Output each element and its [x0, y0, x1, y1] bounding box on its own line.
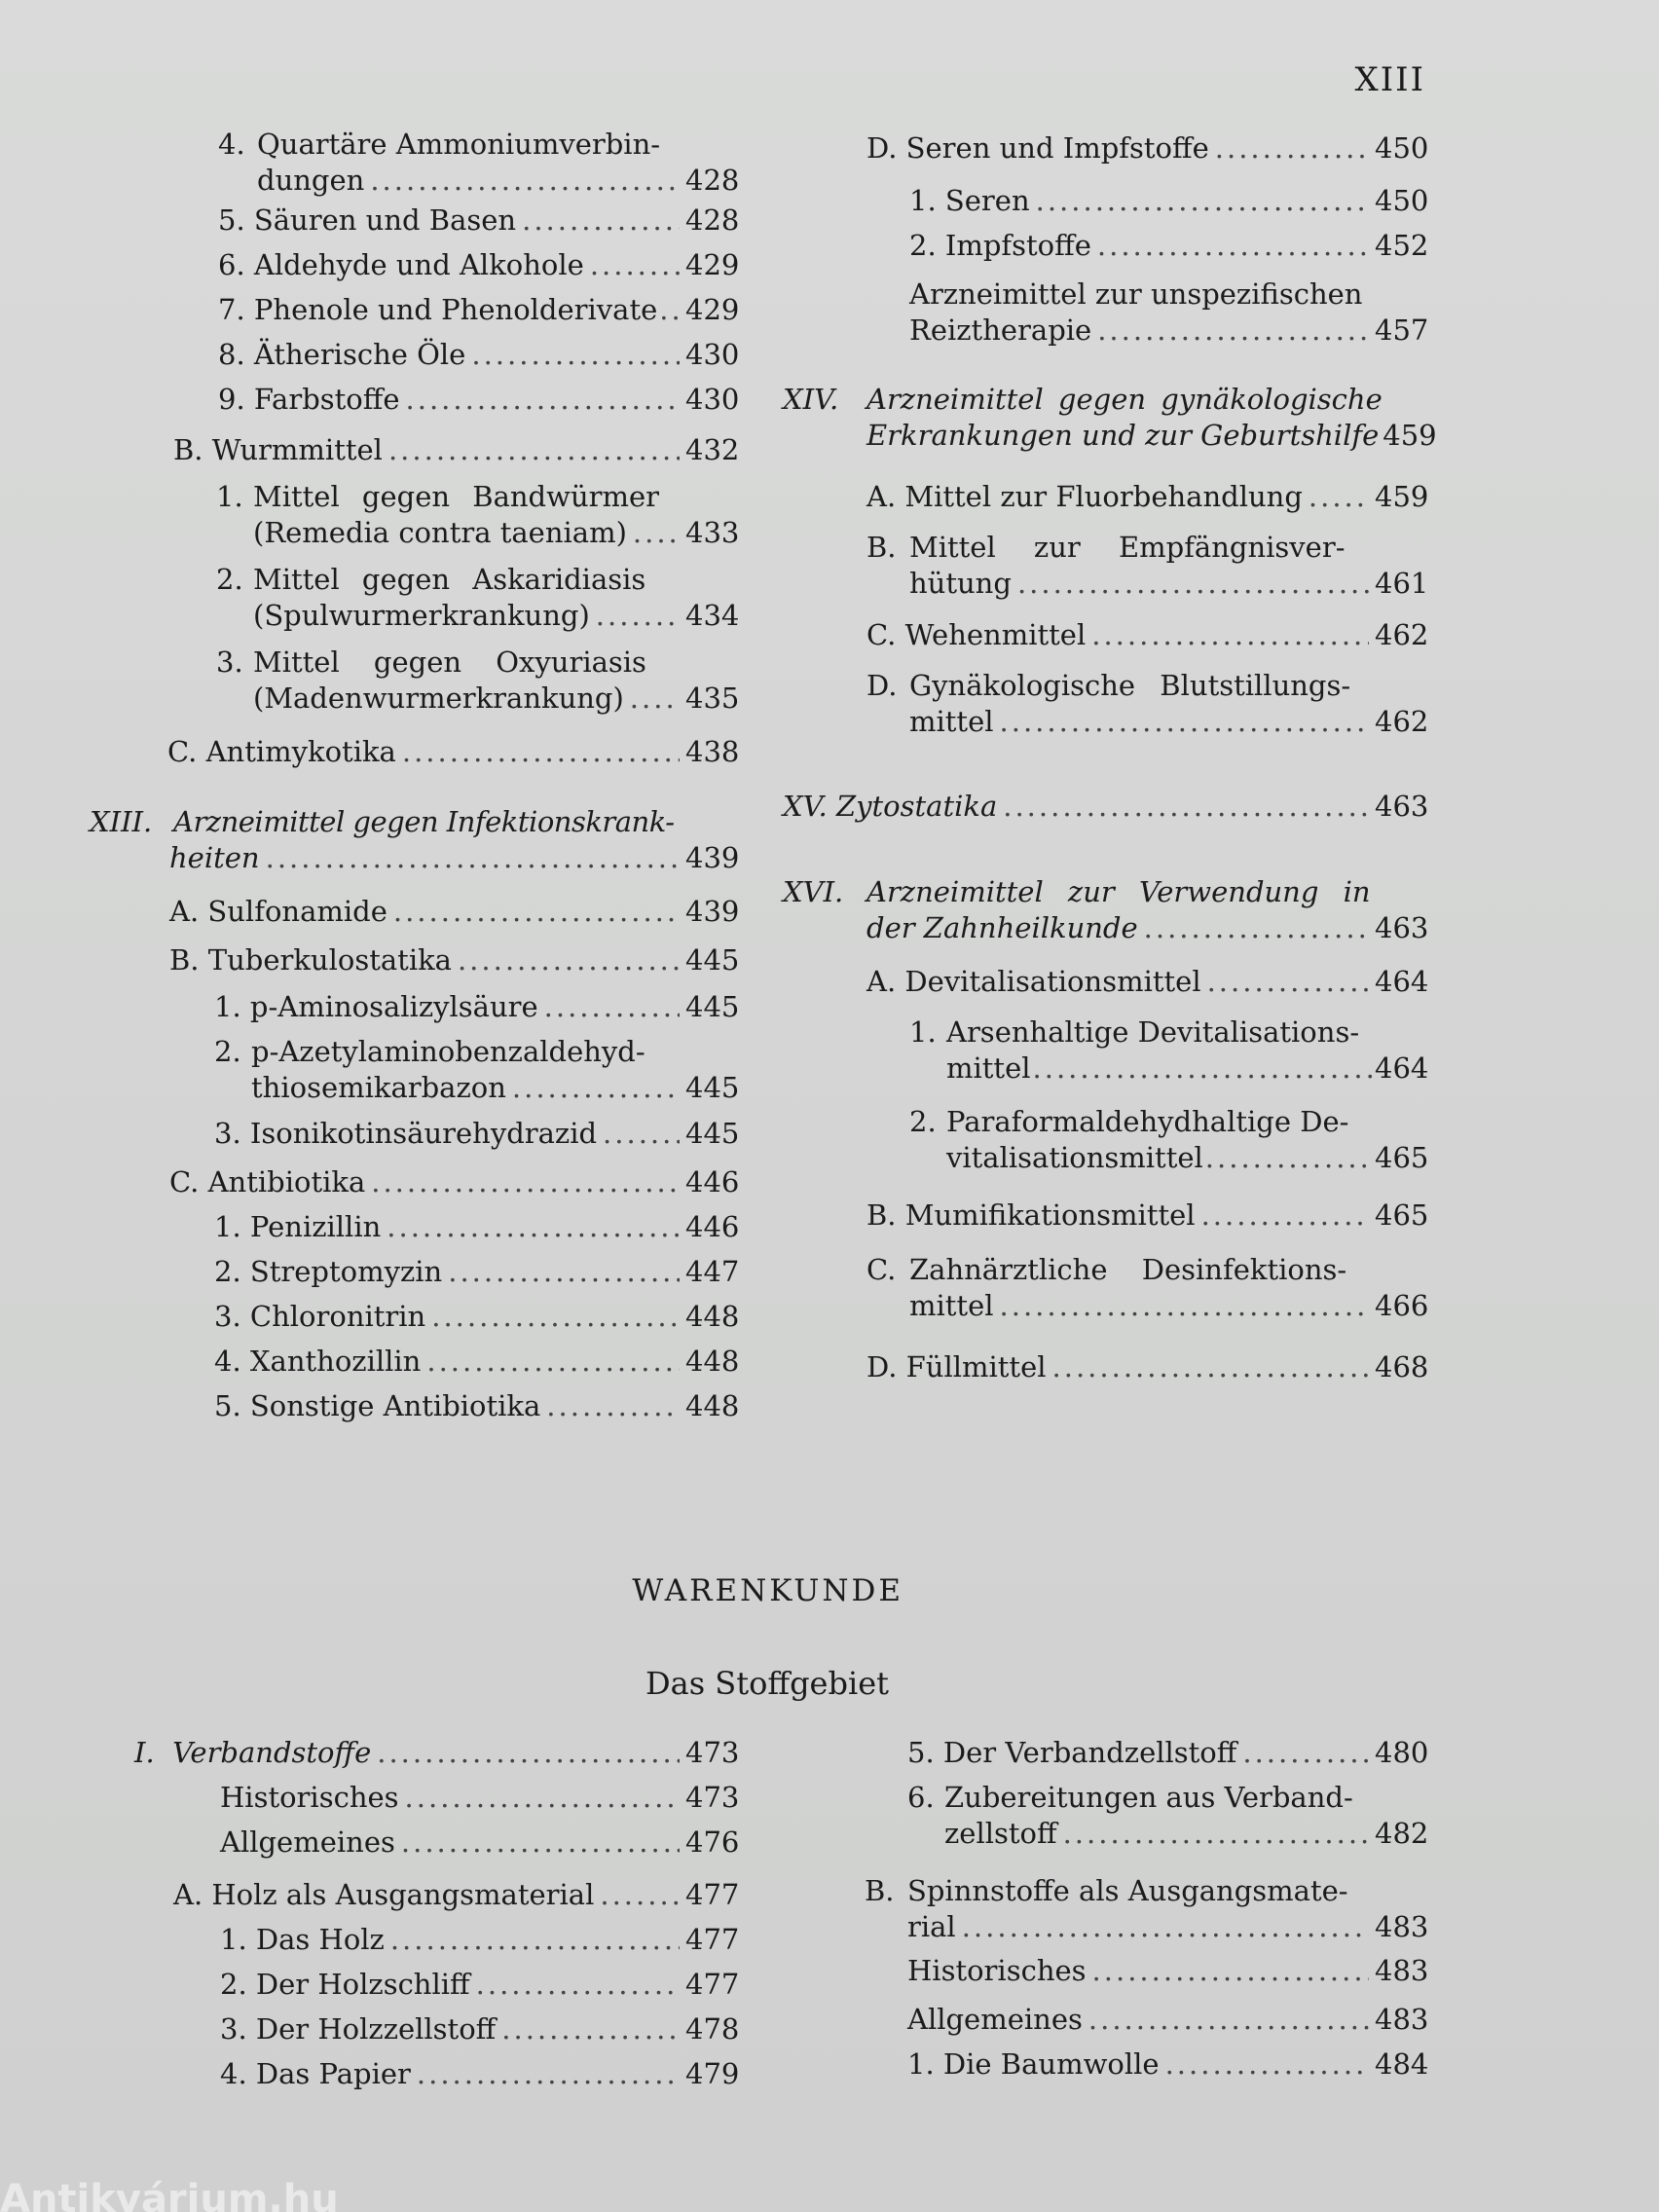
entry-number: 2.: [909, 229, 937, 262]
toc-entry: [783, 2002, 1429, 2046]
page-ref: 428: [685, 164, 740, 197]
entry-title: p-Azetylaminobenzaldehyd-: [251, 1035, 645, 1068]
entry-title: Seren: [944, 184, 1030, 217]
entry-number: 4.: [214, 1345, 241, 1378]
entry-number: 9.: [218, 383, 245, 416]
entry-number: 4.: [218, 128, 245, 161]
page-ref: 450: [1375, 184, 1429, 217]
entry-title: Das Papier: [255, 2057, 411, 2090]
entry-number: D.: [866, 669, 898, 702]
toc-entry: [90, 1922, 740, 1967]
entry-title-cont: dungen: [257, 164, 365, 197]
entry-number: 8.: [218, 338, 245, 371]
entry-title-cont: zellstoff: [944, 1817, 1057, 1850]
toc-entry: [783, 530, 1429, 617]
entry-title: Aldehyde und Alkohole: [253, 248, 584, 281]
entry-number: B.: [866, 531, 897, 564]
entry-title: Zubereitungen aus Verband-: [944, 1781, 1353, 1814]
toc-entry: [783, 276, 1429, 382]
chapter-title: Arzneimittel zur Verwendung in: [866, 875, 1371, 908]
toc-entry: [783, 228, 1429, 276]
entry-title: Gynäkologische Blutstillungs-: [909, 669, 1351, 702]
entry-number: B.: [866, 1198, 897, 1232]
entry-number: 6.: [907, 1781, 935, 1814]
page-ref: 459: [1375, 480, 1429, 513]
toc-entry: [783, 1104, 1429, 1198]
toc-entry: [90, 2011, 740, 2056]
page-ref: 465: [1375, 1141, 1429, 1174]
toc-entry-chapter: [783, 874, 1429, 964]
toc-entry: [783, 1953, 1429, 2002]
entry-number: 1.: [216, 480, 243, 513]
entry-number: 2.: [214, 1035, 241, 1068]
page-ref: 457: [1375, 313, 1429, 347]
entry-number: 2.: [220, 1968, 247, 2001]
entry-number: D.: [866, 1350, 898, 1383]
entry-number: A.: [866, 480, 897, 513]
entry-number: 5.: [214, 1389, 241, 1422]
entry-number: C.: [866, 618, 897, 651]
entry-number: 5.: [218, 203, 245, 237]
toc-entry: [90, 432, 740, 479]
page-ref: 430: [685, 383, 740, 416]
entry-title: Farbstoffe: [253, 383, 400, 416]
toc-entry-chapter: [783, 382, 1437, 479]
entry-number: 2.: [216, 563, 243, 596]
entry-number: A.: [173, 1878, 203, 1911]
entry-number: 1.: [214, 990, 241, 1023]
toc-entry: [90, 127, 740, 203]
toc-entry: [90, 562, 740, 645]
entry-number: 6.: [218, 248, 245, 281]
entry-title: Devitalisationsmittel: [904, 965, 1201, 998]
entry-title: Antibiotika: [207, 1165, 366, 1198]
entry-title: Zahnärztliche Desinfektions-: [909, 1253, 1347, 1286]
page-ref: 466: [1375, 1289, 1429, 1322]
toc-entry: [783, 1873, 1429, 1953]
watermark: Antikvárium.hu: [0, 2177, 339, 2212]
entry-title-cont: mittel: [909, 1289, 994, 1322]
page-ref: 446: [685, 1210, 740, 1243]
entry-title: Mittel zur Empfängnisver-: [909, 531, 1346, 564]
toc-entry: [90, 1116, 740, 1164]
entry-number: D.: [866, 131, 898, 165]
entry-title: Allgemeines: [907, 2003, 1083, 2036]
page-ref: 482: [1375, 1817, 1429, 1850]
entry-title: Mittel zur Fluorbehandlung: [904, 480, 1303, 513]
toc-left-bottom-column: [90, 1735, 740, 2101]
page-ref: 478: [685, 2012, 740, 2046]
entry-number: 2.: [214, 1255, 241, 1288]
entry-title: Sonstige Antibiotika: [249, 1389, 541, 1422]
toc-entry: [90, 247, 740, 292]
toc-entry: [90, 1254, 740, 1299]
entry-title: Holz als Ausgangsmaterial: [211, 1878, 595, 1911]
chapter-number: XIV.: [783, 383, 839, 416]
toc-entry: [90, 1877, 740, 1922]
toc-entry: [783, 130, 1429, 183]
entry-number: B.: [865, 1874, 895, 1907]
toc-entry: [90, 1209, 740, 1254]
entry-title: Der Holzzellstoff: [255, 2012, 497, 2046]
page-ref: 477: [685, 1968, 740, 2001]
entry-title: Spinnstoffe als Ausgangsmate-: [907, 1874, 1348, 1907]
toc-entry: [90, 1780, 740, 1825]
entry-title: Streptomyzin: [249, 1255, 443, 1288]
entry-number: 5.: [907, 1736, 935, 1769]
entry-number: 3.: [214, 1300, 241, 1333]
toc-entry: [783, 183, 1429, 228]
entry-number: A.: [866, 965, 897, 998]
entry-number: 1.: [907, 2047, 935, 2081]
entry-number: B.: [169, 943, 200, 977]
page-ref: 445: [685, 990, 740, 1023]
entry-title: Ätherische Öle: [253, 338, 466, 371]
entry-title: Wehenmittel: [904, 618, 1087, 651]
entry-number: 3.: [220, 2012, 247, 2046]
toc-entry: [90, 1164, 740, 1209]
toc-entry: [783, 1780, 1429, 1873]
entry-number: C.: [167, 735, 198, 768]
toc-entry: [90, 1388, 740, 1433]
entry-title: Arsenhaltige Devitalisations-: [946, 1015, 1360, 1049]
toc-entry: [90, 1967, 740, 2011]
page-ref: 450: [1375, 131, 1429, 165]
toc-entry: [783, 2046, 1429, 2091]
toc-entry: [783, 1252, 1429, 1349]
chapter-title: Verbandstoffe: [172, 1736, 372, 1769]
entry-number: C.: [866, 1253, 897, 1286]
toc-entry: [90, 1034, 740, 1116]
toc-entry-chapter: [90, 1735, 740, 1780]
page-ref: 473: [685, 1736, 740, 1769]
page-ref: 483: [1375, 1954, 1429, 1987]
entry-title-cont: Reiztherapie: [909, 313, 1092, 347]
entry-title: Der Holzschliff: [255, 1968, 470, 2001]
page-ref: 479: [685, 2057, 740, 2090]
page-ref: 445: [685, 943, 740, 977]
page-ref: 445: [685, 1117, 740, 1150]
toc-entry: [90, 645, 740, 734]
section-subtitle: Das Stoffgebiet: [645, 1665, 889, 1702]
entry-title: Antimykotika: [205, 735, 396, 768]
chapter-title: Zytostatika: [835, 790, 998, 823]
page-ref: 433: [685, 516, 740, 549]
chapter-title-cont: Erkrankungen und zur Geburtshilfe: [866, 419, 1380, 452]
chapter-title: Arzneimittel gegen gynäkologische: [866, 383, 1382, 416]
page-ref: 463: [1375, 911, 1429, 944]
toc-entry: [90, 1299, 740, 1344]
page-ref: 445: [685, 1071, 740, 1104]
page-ref: 465: [1375, 1198, 1429, 1232]
entry-title: Phenole und Phenolderivate: [253, 293, 658, 326]
entry-title-cont: thiosemikarbazon: [251, 1071, 506, 1104]
page-ref: 464: [1375, 965, 1429, 998]
page-ref: 432: [685, 433, 740, 466]
entry-number: 1.: [909, 184, 937, 217]
entry-number: C.: [169, 1165, 200, 1198]
toc-right-column: [783, 130, 1437, 1394]
toc-entry-chapter: [783, 789, 1429, 874]
entry-title: Isonikotinsäurehydrazid: [249, 1117, 598, 1150]
entry-number: 3.: [214, 1117, 241, 1150]
entry-title: Die Baumwolle: [942, 2047, 1160, 2081]
entry-title: Mittel gegen Askaridiasis: [253, 563, 646, 596]
entry-title-cont: mittel: [946, 1051, 1031, 1085]
entry-title: Mittel gegen Oxyuriasis: [253, 645, 646, 679]
toc-entry: [783, 1014, 1429, 1104]
entry-title: Paraformaldehydhaltige De-: [946, 1105, 1349, 1138]
entry-number: 3.: [216, 645, 243, 679]
entry-number: B.: [173, 433, 203, 466]
entry-title: Mumifikationsmittel: [904, 1198, 1196, 1232]
page-ref: 480: [1375, 1736, 1429, 1769]
page-ref: 428: [685, 203, 740, 237]
entry-number: 2.: [909, 1105, 937, 1138]
toc-entry: [783, 964, 1429, 1014]
entry-title: Penizillin: [249, 1210, 382, 1243]
entry-number: A.: [169, 895, 200, 928]
entry-title: Historisches: [220, 1781, 399, 1814]
page-ref: 447: [685, 1255, 740, 1288]
page-ref: 473: [685, 1781, 740, 1814]
toc-entry: [90, 382, 740, 432]
entry-title: Der Verbandzellstoff: [942, 1736, 1237, 1769]
page-ref: 463: [1375, 790, 1429, 823]
page-ref: 483: [1375, 2003, 1429, 2036]
toc-entry: [90, 894, 740, 942]
entry-title-cont: mittel: [909, 705, 994, 738]
entry-title: Mittel gegen Bandwürmer: [253, 480, 660, 513]
toc-entry: [90, 479, 740, 562]
page-ref: 484: [1375, 2047, 1429, 2081]
entry-title: Füllmittel: [905, 1350, 1047, 1383]
entry-title: Sulfonamide: [207, 895, 387, 928]
page-ref: 462: [1375, 705, 1429, 738]
toc-entry: [90, 1344, 740, 1388]
toc-entry: [783, 617, 1429, 668]
toc-entry: [783, 1349, 1429, 1394]
chapter-title-cont: der Zahnheilkunde: [866, 911, 1138, 944]
toc-entry-chapter: [90, 804, 740, 894]
page-ref: 434: [685, 599, 740, 632]
page-ref: 459: [1382, 419, 1437, 452]
entry-title-cont: rial: [907, 1910, 956, 1943]
chapter-title-cont: heiten: [169, 841, 260, 874]
entry-title-cont: vitalisationsmittel: [946, 1141, 1203, 1174]
entry-title: Wurmmittel: [211, 433, 383, 466]
entry-title-cont: (Spulwurmerkrankung): [253, 599, 590, 632]
page-ref: 446: [685, 1165, 740, 1198]
entry-number: 1.: [909, 1015, 937, 1049]
page-ref: 448: [685, 1345, 740, 1378]
page-ref: 448: [685, 1389, 740, 1422]
page-ref: 461: [1375, 567, 1429, 600]
entry-number: 7.: [218, 293, 245, 326]
toc-entry: [783, 668, 1429, 789]
chapter-title: Arzneimittel gegen Infektionskrank-: [173, 805, 675, 838]
page-ref: 476: [685, 1825, 740, 1859]
page-ref: 439: [685, 895, 740, 928]
page-ref: 438: [685, 735, 740, 768]
toc-entry: [783, 1735, 1429, 1780]
entry-title-cont: hütung: [909, 567, 1012, 600]
page-ref: 439: [685, 841, 740, 874]
toc-entry: [90, 734, 740, 804]
toc-right-bottom-column: [783, 1735, 1429, 2091]
toc-entry: [90, 989, 740, 1034]
section-title: WARENKUNDE: [632, 1573, 903, 1608]
entry-title-cont: (Remedia contra taeniam): [253, 516, 627, 549]
toc-entry: [783, 479, 1429, 530]
toc-entry: [90, 942, 740, 989]
entry-title: Xanthozillin: [249, 1345, 422, 1378]
chapter-number: XVI.: [783, 875, 844, 908]
toc-entry: [783, 1198, 1429, 1252]
toc-entry: [90, 2056, 740, 2101]
page-ref: 435: [685, 682, 740, 715]
entry-number: 1.: [220, 1923, 247, 1956]
page-ref: 468: [1375, 1350, 1429, 1383]
page-ref: 477: [685, 1923, 740, 1956]
entry-title: Tuberkulostatika: [207, 943, 452, 977]
page-ref: 477: [685, 1878, 740, 1911]
page-ref: 464: [1375, 1051, 1429, 1085]
entry-title: Arzneimittel zur unspezifischen: [909, 277, 1363, 311]
entry-title: Das Holz: [255, 1923, 385, 1956]
chapter-number: XV.: [783, 790, 828, 823]
toc-left-column: [90, 127, 740, 1433]
page-ref: 429: [685, 248, 740, 281]
chapter-number: XIII.: [90, 805, 153, 838]
page-ref: 430: [685, 338, 740, 371]
toc-entry: [90, 337, 740, 382]
toc-entry: [90, 1825, 740, 1877]
page-ref: 448: [685, 1300, 740, 1333]
entry-title: Seren und Impfstoffe: [905, 131, 1209, 165]
page-number: XIII: [1354, 60, 1425, 99]
entry-title: Säuren und Basen: [253, 203, 517, 237]
page-ref: 429: [685, 293, 740, 326]
toc-entry: [90, 203, 740, 247]
entry-number: 1.: [214, 1210, 241, 1243]
entry-title: p-Aminosalizylsäure: [249, 990, 538, 1023]
entry-title: Quartäre Ammoniumverbin-: [257, 128, 661, 161]
entry-number: 4.: [220, 2057, 247, 2090]
entry-title: Allgemeines: [220, 1825, 395, 1859]
page-ref: 483: [1375, 1910, 1429, 1943]
entry-title: Historisches: [907, 1954, 1087, 1987]
chapter-number: I.: [134, 1736, 155, 1769]
page-ref: 462: [1375, 618, 1429, 651]
entry-title: Chloronitrin: [249, 1300, 426, 1333]
entry-title-cont: (Madenwurmerkrankung): [253, 682, 624, 715]
page-ref: 452: [1375, 229, 1429, 262]
toc-entry: [90, 292, 740, 337]
entry-title: Impfstoffe: [944, 229, 1091, 262]
